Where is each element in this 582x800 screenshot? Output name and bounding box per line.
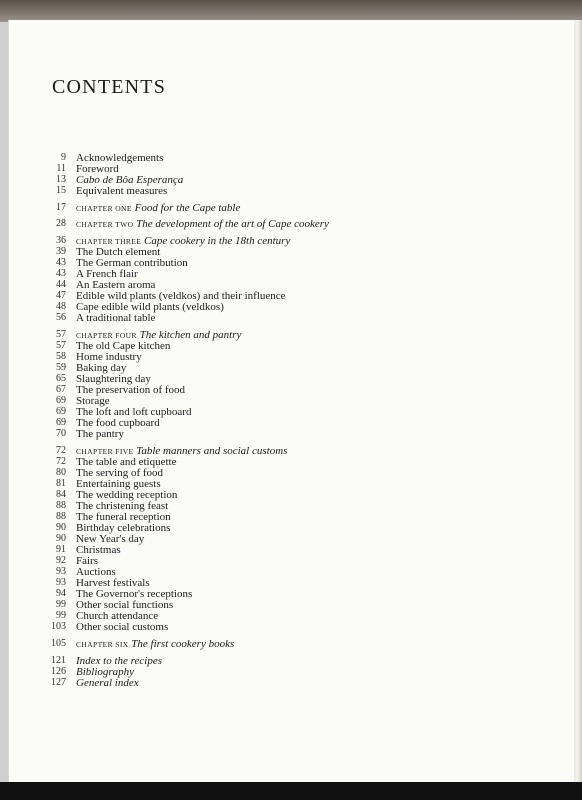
page-number: 43	[56, 257, 66, 268]
entry-text: Index to the recipes	[76, 655, 163, 667]
page-number: 47	[56, 290, 66, 301]
page-number: 70	[56, 428, 66, 439]
entry-title	[76, 621, 168, 633]
page-number: 11	[56, 163, 66, 174]
page-number: 57	[56, 340, 66, 351]
page-number: 28	[56, 218, 66, 229]
page-number: 59	[56, 362, 66, 373]
page-number: 13	[56, 174, 66, 185]
page-number: 57	[56, 329, 66, 340]
entry-text: Other social functions	[76, 599, 174, 611]
entry-title	[76, 428, 124, 440]
page-number: 88	[56, 511, 66, 522]
page-number: 36	[56, 235, 66, 246]
entry-title	[76, 677, 139, 689]
entry-text: The Dutch element	[76, 246, 161, 258]
entry-text: Birthday celebrations	[76, 522, 171, 534]
chapter-label: CHAPTER FOUR	[76, 331, 137, 340]
entry-text: The wedding reception	[76, 489, 178, 501]
page-number: 56	[56, 312, 66, 323]
entry-text: The German contribution	[76, 257, 188, 269]
chapter-label: CHAPTER ONE	[76, 204, 132, 213]
chapter-label: CHAPTER SIX	[76, 640, 129, 649]
book-page	[8, 20, 576, 784]
entry-text: Cape cookery in the 18th century	[144, 235, 291, 247]
entry-text: Storage	[76, 395, 110, 407]
page-number: 43	[56, 268, 66, 279]
entry-text: A traditional table	[76, 312, 156, 324]
chapter-entry	[8, 202, 568, 214]
page-number: 15	[56, 185, 66, 196]
entry-text: Edible wild plants (veldkos) and their influence	[76, 290, 286, 302]
entry-text: Cape edible wild plants (veldkos)	[76, 301, 224, 313]
toc-entry	[8, 621, 568, 633]
page-number: 81	[56, 478, 66, 489]
entry-title	[76, 638, 234, 651]
page-number: 93	[56, 566, 66, 577]
entry-text: Fairs	[76, 555, 98, 567]
entry-title	[76, 312, 155, 324]
entry-text: The loft and loft cupboard	[76, 406, 192, 418]
entry-text: The kitchen and pantry	[139, 329, 242, 341]
entry-title	[76, 202, 240, 215]
page-number: 105	[51, 638, 66, 649]
chapter-label: CHAPTER FIVE	[76, 447, 134, 456]
entry-text: The Governor's receptions	[76, 588, 193, 600]
entry-text: The preservation of food	[76, 384, 186, 396]
entry-text: Other social customs	[76, 621, 169, 633]
page-number: 17	[56, 202, 66, 213]
entry-text: Acknowledgements	[76, 152, 164, 164]
page-number: 127	[51, 677, 66, 688]
page-number: 39	[56, 246, 66, 257]
entry-text: The serving of food	[76, 467, 164, 479]
entry-text: Home industry	[76, 351, 142, 363]
page-number: 69	[56, 406, 66, 417]
toc-entry	[8, 677, 568, 689]
entry-text: A French flair	[76, 268, 138, 280]
scan-bottom-edge	[0, 782, 582, 800]
page-number: 58	[56, 351, 66, 362]
entry-text: Auctions	[76, 566, 116, 578]
toc-entry	[8, 312, 568, 324]
chapter-entry	[8, 638, 568, 650]
entry-text: Entertaining guests	[76, 478, 161, 490]
entry-text: Baking day	[76, 362, 127, 374]
page-number: 44	[56, 279, 66, 290]
chapter-label: CHAPTER TWO	[76, 220, 134, 229]
toc-entry	[8, 185, 568, 197]
page-number: 84	[56, 489, 66, 500]
entry-text: The christening feast	[76, 500, 169, 512]
scan-top-edge	[0, 0, 582, 22]
page-edge	[574, 20, 582, 784]
entry-text: Food for the Cape table	[134, 202, 241, 214]
entry-text: Equivalent measures	[76, 185, 168, 197]
entry-text: New Year's day	[76, 533, 145, 545]
entry-text: Slaughtering day	[76, 373, 151, 385]
entry-text: Foreword	[76, 163, 119, 175]
page-number: 90	[56, 522, 66, 533]
entry-text: Harvest festivals	[76, 577, 150, 589]
page-number: 72	[56, 445, 66, 456]
entry-text: The old Cape kitchen	[76, 340, 171, 352]
entry-text: The pantry	[76, 428, 124, 440]
entry-text: Church attendance	[76, 610, 159, 622]
page-number: 126	[51, 666, 66, 677]
entry-text: Table manners and social customs	[136, 445, 288, 457]
chapter-label: CHAPTER THREE	[76, 237, 142, 246]
page-number: 80	[56, 467, 66, 478]
page-number: 103	[51, 621, 66, 632]
entry-text: The table and etiquette	[76, 456, 177, 468]
entry-text: Cabo de Bôa Esperança	[76, 174, 184, 186]
entry-text: Bibliography	[76, 666, 135, 678]
table-of-contents	[8, 20, 568, 780]
page-number: 9	[61, 152, 66, 163]
entry-text: The first cookery books	[131, 638, 235, 650]
page-number: 93	[56, 577, 66, 588]
page-number: 99	[56, 610, 66, 621]
page-number: 92	[56, 555, 66, 566]
entry-text: The funeral reception	[76, 511, 171, 523]
page-number: 91	[56, 544, 66, 555]
page-number: 99	[56, 599, 66, 610]
entry-text: General index	[76, 677, 139, 689]
page-number: 69	[56, 417, 66, 428]
entry-text: The development of the art of Cape cookery	[136, 218, 329, 230]
page-number: 48	[56, 301, 66, 312]
page-number: 69	[56, 395, 66, 406]
page-number: 72	[56, 456, 66, 467]
page-number: 65	[56, 373, 66, 384]
page-title: CONTENTS	[52, 76, 167, 98]
page-number: 88	[56, 500, 66, 511]
page-number: 90	[56, 533, 66, 544]
entry-title	[76, 218, 329, 231]
entry-text: The food cupboard	[76, 417, 160, 429]
entry-text: An Eastern aroma	[76, 279, 156, 291]
page-number: 121	[51, 655, 66, 666]
page-number: 94	[56, 588, 66, 599]
entry-text: Christmas	[76, 544, 121, 556]
page-number: 67	[56, 384, 66, 395]
entry-title	[76, 185, 167, 197]
chapter-entry	[8, 218, 568, 230]
toc-entry	[8, 428, 568, 440]
